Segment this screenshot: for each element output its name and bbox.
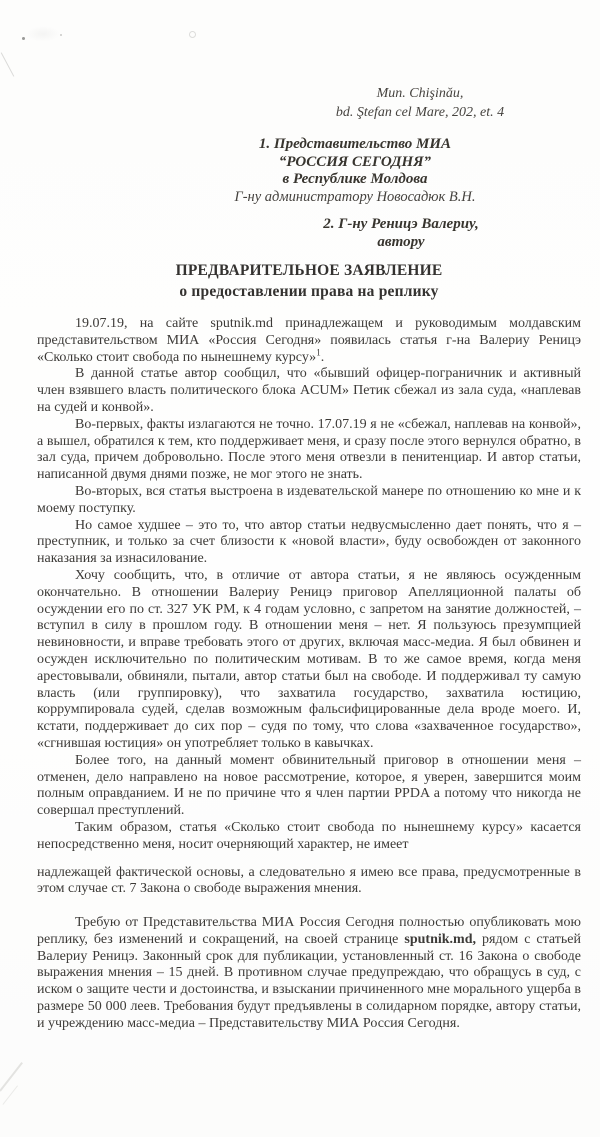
document-title-line2: о предоставлении права на реплику (179, 282, 439, 300)
paragraph: Более того, на данный момент обвинительный приговор в отношении меня – отменен, дело направлено на новое рассмотрение, которое, я уверен, завершится моим полным оправданием. И не по причине что я член партии PPDA а потому что никогда не совершал преступлений. (37, 752, 581, 819)
scan-smudge (0, 1062, 23, 1092)
paragraph: Хочу сообщить, что, в отличие от автора статьи, я не являюсь осужденным окончательно. В отношении Валериу Реницэ приговор Апелляционной палаты об осуждении его по ст. 327 УК РМ, к 4 годам условно, с запретом на занятие должностей, – вступил в силу в прошлом году. В отношении меня – нет. Я пользуюсь презумпцией невиновности, и вправе требовать этого от других, включая масс-медиа. Я был обвинен и осужден исключительно по политическим мотивам. В то же самое время, когда меня арестовывали, обвиняли, пытали, автор статьи был на свободе. И поддерживал ту самую власть (или группировку), что захватила государство, захватила юстицию, коррумпировала судей, сделав возможным фальсифицированные дела вроде моего. И, кстати, поддерживает до сих пор – судя по тому, что слова «захваченное государство», «сгнившая юстиция» он употребляет только в кавычках. (37, 567, 581, 751)
recipient-block-1 (190, 136, 520, 206)
document-body (37, 316, 581, 1033)
recipient-1-administrator-line: Г-ну администратору Новосадюк В.Н. (234, 188, 476, 205)
paragraph: В данной статье автор сообщил, что «бывший офицер-пограничник и активный член взявшего власть политического блока ACUM» Петик сбежал из зала суда, «наплевав на судей и конвой». (37, 366, 581, 415)
document-title (37, 261, 581, 302)
paragraph: Требую от Представительства МИА Россия Сегодня полностью опубликовать мою реплику, без изменений и сокращений, на своей странице sputnik.md, рядом с статьей Валериу Реницэ. Законный срок для публикации, установленный ст. 16 Закона о свободе выражения мнения – 15 дней. В противном случае предупреждаю, что обращусь в суд, с иском о защите чести и достоинства, и взыскании причиненного мне морального ущерба в размере 50 000 леев. Требования будут предъявлены в солидарном порядке, автору статьи, и учреждению масс-медиа – Представительству МИА Россия Сегодня. (37, 915, 581, 1031)
recipient-1-line: в Республике Молдова (282, 171, 428, 187)
paragraph: надлежащей фактической основы, а следовательно я имею все права, предусмотренные в этом случае ст. 7 Закона о свободе выражения мнения. (37, 864, 581, 897)
recipient-2-line: автору (377, 234, 425, 250)
paragraph: Таким образом, статья «Сколько стоит свобода по нынешнему курсу» касается непосредственно меня, носит очерняющий характер, не имеет (37, 819, 581, 852)
recipient-2-line: 2. Г-ну Реницэ Валериу, (323, 216, 479, 232)
location-line-street: bd. Ştefan cel Mare, 202, et. 4 (335, 105, 505, 120)
document-title-line1: ПРЕДВАРИТЕЛЬНОЕ ЗАЯВЛЕНИЕ (175, 262, 443, 279)
scan-ring-artifact (189, 31, 196, 38)
paragraph: Во-первых, факты излагаются не точно. 17.07.19 я не «сбежал, наплевав на конвой», а вышел, обратился к тем, кто поддерживает меня, и сразу после этого вернулся обратно, в зал суда, причем добровольно. После этого меня отвезли в пенитенциар. И автор статьи, написанной двумя днями позже, не мог этого не знать. (37, 416, 581, 483)
sender-location-block (280, 84, 560, 122)
paragraph: Во-вторых, вся статья выстроена в издевательской манере по отношению ко мне и к моему поступку. (37, 483, 581, 516)
scan-line-artifact (0, 52, 14, 76)
footnote-marker: 1 (316, 346, 321, 357)
recipient-block-2 (270, 215, 532, 251)
recipient-1-line: “РОССИЯ СЕГОДНЯ” (278, 153, 432, 170)
recipient-1-line: 1. Представительство МИА (258, 136, 452, 152)
scan-speck (60, 34, 62, 36)
scan-speck (22, 37, 25, 40)
paragraph: 19.07.19, на сайте sputnik.md принадлежащем и руководимым молдавским представительством МИА «Россия Сегодня» появилась статья г-на Валериу Реницэ «Сколько стоит свобода по нынешнему курсу»$^1$. (37, 316, 581, 365)
scan-smudge (2, 1085, 18, 1105)
paragraph: Но самое худшее – это то, что автор статьи недвусмысленно дает понять, что я –преступник, и только за счет близости к «новой власти», буду освобожден от законного наказания за изнасилование. (37, 517, 581, 567)
scan-blotch (26, 26, 60, 42)
location-line-city: Mun. Chişinău, (376, 86, 464, 101)
